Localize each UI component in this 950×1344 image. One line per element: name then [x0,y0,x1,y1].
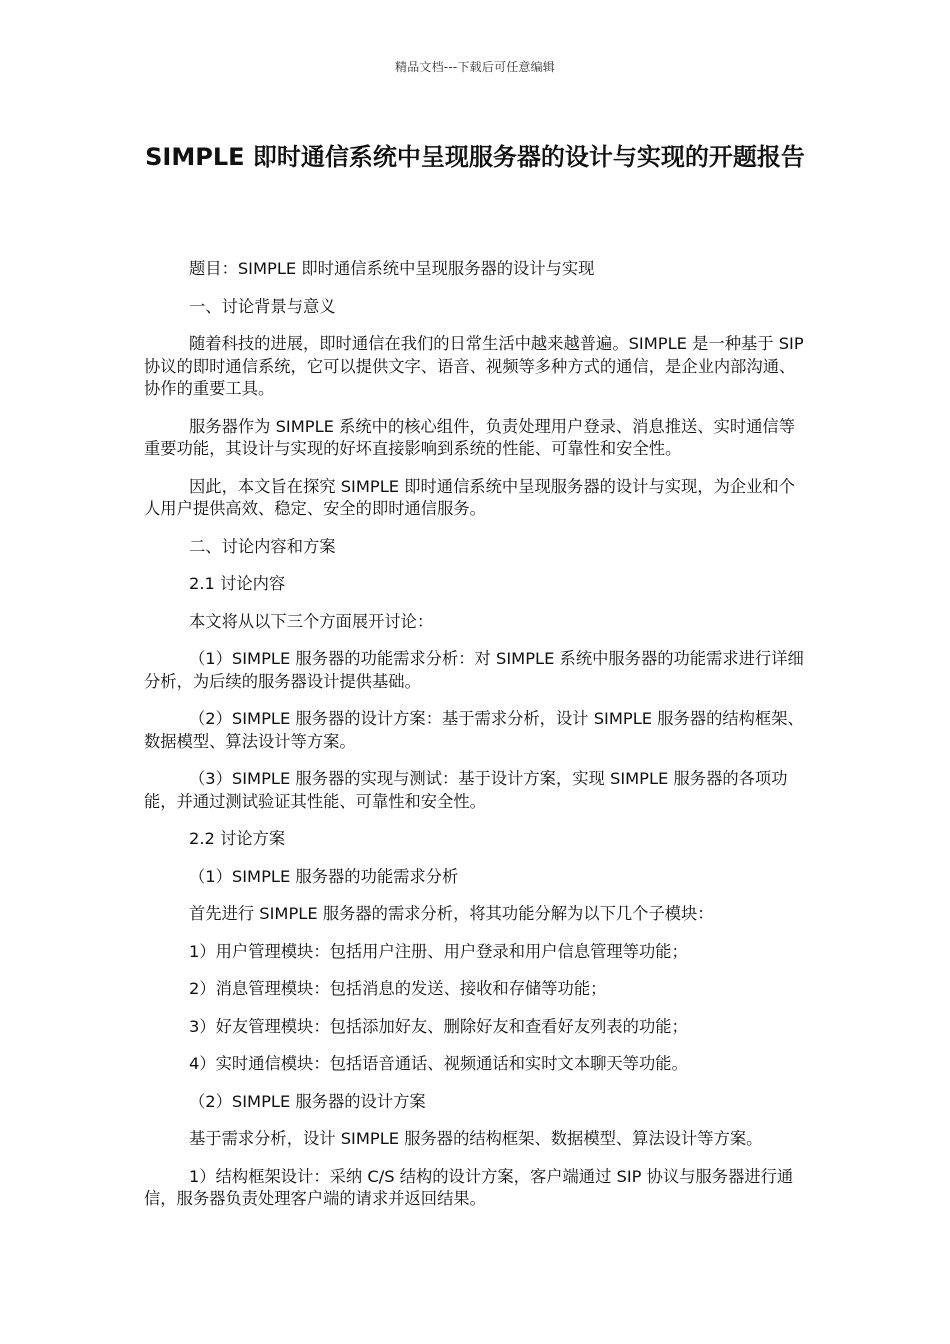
list-item-content-3: （3）SIMPLE 服务器的实现与测试：基于设计方案，实现 SIMPLE 服务器的各项功能，并通过测试验证其性能、可靠性和安全性。 [144,769,788,811]
section-heading-background: 一、讨论背景与意义 [189,296,336,316]
document-body [144,258,806,1226]
paragraph-background-1: 随着科技的进展，即时通信在我们的日常生活中越来越普遍。SIMPLE 是一种基于 SIP 协议的即时通信系统，它可以提供文字、语音、视频等多种方式的通信，是企业内部沟通、协作的重要工具。 [144,334,804,398]
list-item-module-4: 4）实时通信模块：包括语音通话、视频通话和实时文本聊天等功能。 [189,1054,688,1073]
paragraph-topic: 题目：SIMPLE 即时通信系统中呈现服务器的设计与实现 [189,259,595,278]
list-item-module-1: 1）用户管理模块：包括用户注册、用户登录和用户信息管理等功能； [189,941,688,961]
list-item-content-1: （1）SIMPLE 服务器的功能需求分析：对 SIMPLE 系统中服务器的功能需求进行详细分析，为后续的服务器设计提供基础。 [144,649,804,691]
document-title: SIMPLE 即时通信系统中呈现服务器的设计与实现的开题报告 [145,143,805,171]
paragraph-requirements-intro: 首先进行 SIMPLE 服务器的需求分析，将其功能分解为以下几个子模块： [189,904,714,923]
plan-heading-design: （2）SIMPLE 服务器的设计方案 [189,1091,426,1111]
paragraph-design-intro: 基于需求分析，设计 SIMPLE 服务器的结构框架、数据模型、算法设计等方案。 [189,1129,763,1148]
list-item-content-2: （2）SIMPLE 服务器的设计方案：基于需求分析，设计 SIMPLE 服务器的结构框架、数据模型、算法设计等方案。 [144,709,804,751]
subsection-heading-2-1: 2.1 讨论内容 [189,574,286,593]
paragraph-content-intro: 本文将从以下三个方面展开讨论： [189,611,434,631]
plan-heading-requirements: （1）SIMPLE 服务器的功能需求分析 [189,866,459,886]
page-header-note: 精品文档---下载后可任意编辑 [395,60,555,74]
paragraph-background-3: 因此，本文旨在探究 SIMPLE 即时通信系统中呈现服务器的设计与实现，为企业和个人用户提供高效、稳定、安全的即时通信服务。 [144,476,795,518]
paragraph-background-2: 服务器作为 SIMPLE 系统中的核心组件，负责处理用户登录、消息推送、实时通信等重要功能，其设计与实现的好坏直接影响到系统的性能、可靠性和安全性。 [144,416,795,458]
subsection-heading-2-2: 2.2 讨论方案 [189,829,286,848]
list-item-design-1: 1）结构框架设计：采纳 C/S 结构的设计方案，客户端通过 SIP 协议与服务器进行通信，服务器负责处理客户端的请求并返回结果。 [144,1166,794,1208]
section-heading-content-plan: 二、讨论内容和方案 [189,536,336,556]
list-item-module-2: 2）消息管理模块：包括消息的发送、接收和存储等功能； [189,979,607,998]
list-item-module-3: 3）好友管理模块：包括添加好友、删除好友和查看好友列表的功能； [189,1016,688,1036]
